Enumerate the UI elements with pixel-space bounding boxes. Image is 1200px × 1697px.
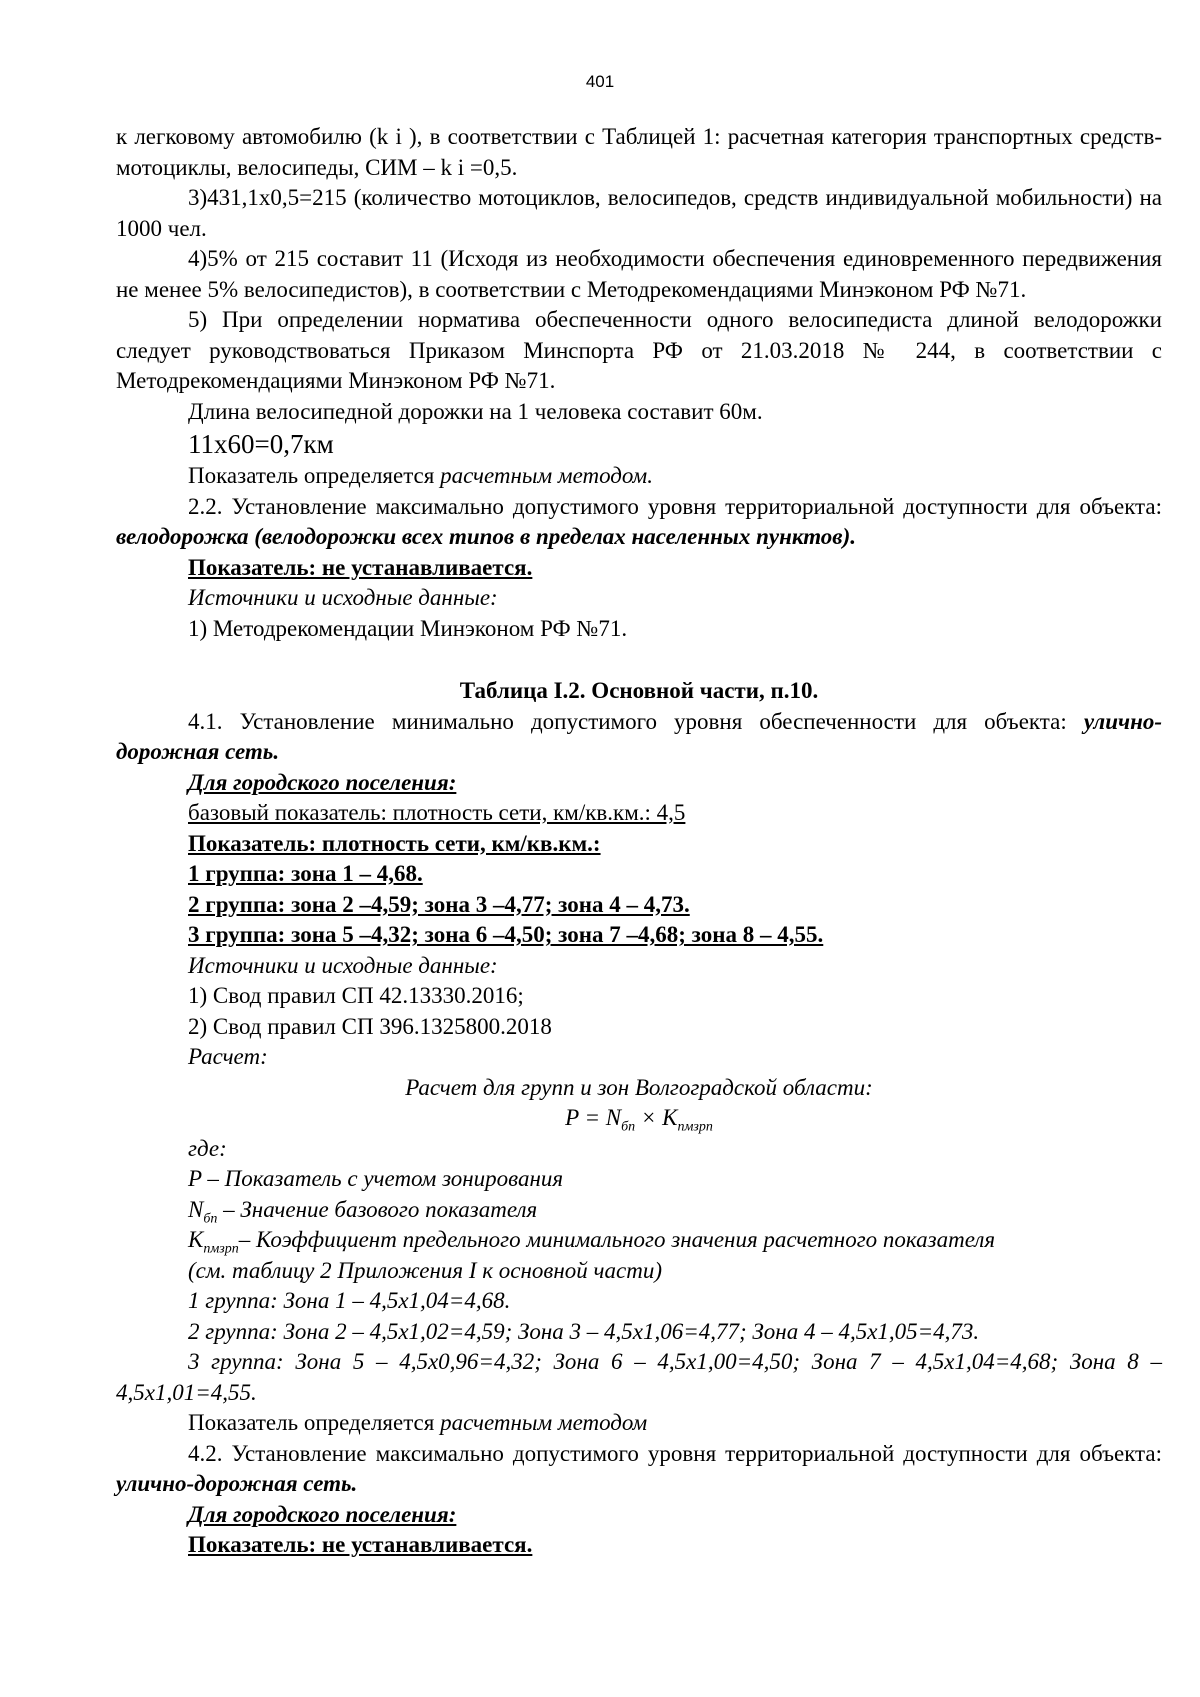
method-note-2-text: Показатель определяется: [188, 1410, 441, 1435]
urban-settlement-heading-2: Для городского поселения:: [188, 1501, 457, 1527]
calc-group-3: 3 группа: Зона 5 – 4,5х0,96=4,32; Зона 6 – 4,5х1,00=4,50; Зона 7 – 4,5х1,04=4,68; Зона 8 – 4,5х1,01=4,55.: [116, 1349, 1162, 1405]
group-3-values: 3 группа: зона 5 –4,32; зона 6 –4,50; зона 7 –4,68; зона 8 – 4,55.: [188, 922, 824, 947]
base-indicator: базовый показатель: плотность сети, км/кв.км.: 4,5: [188, 800, 686, 825]
method-note-2-emphasis: расчетным методом: [440, 1410, 648, 1435]
table-heading: Таблица I.2. Основной части, п.10.: [459, 678, 819, 703]
formula-lhs: P = N: [565, 1105, 622, 1130]
formula-sub-bp: бп: [621, 1119, 636, 1135]
definition-p: P – Показатель с учетом зонирования: [188, 1166, 564, 1191]
paragraph-4-2-object: улично-дорожная сеть.: [116, 1471, 358, 1496]
page-content: [116, 122, 1162, 1561]
source-item-1: 1) Методрекомендации Минэконом РФ №71.: [188, 615, 628, 641]
page-number: 401: [585, 72, 615, 91]
calculation-title: Расчет для групп и зон Волгоградской области:: [405, 1074, 873, 1100]
method-note-emphasis: расчетным методом.: [440, 463, 653, 488]
paragraph-2-2-text: 2.2. Установление максимально допустимого уровня территориальной доступности для объекта:: [188, 493, 1162, 519]
paragraph-4-1-object: улично-дорожная сеть.: [116, 708, 1162, 764]
method-note-text: Показатель определяется: [188, 463, 441, 488]
formula-sub-pmzrp: пмзрп: [677, 1119, 713, 1135]
main-formula: [116, 1103, 1162, 1134]
calc-group-1: 1 группа: Зона 1 – 4,5х1,04=4,68.: [188, 1288, 511, 1313]
group-2-values: 2 группа: зона 2 –4,59; зона 3 –4,77; зона 4 – 4,73.: [188, 891, 690, 917]
indicator-not-set-2: Показатель: не устанавливается.: [188, 1532, 533, 1557]
sources-heading-2: Источники и исходные данные:: [188, 952, 498, 978]
indicator-not-set: Показатель: не устанавливается.: [188, 554, 533, 580]
calc-group-2: 2 группа: Зона 2 – 4,5х1,02=4,59; Зона 3 – 4,5х1,06=4,77; Зона 4 – 4,5х1,05=4,73.: [188, 1318, 980, 1344]
formula-lane-total: 11х60=0,7км: [188, 429, 334, 459]
definition-n: [116, 1195, 1162, 1226]
formula-mid: × K: [635, 1105, 678, 1130]
source-item-sp396: 2) Свод правил СП 396.1325800.2018: [188, 1013, 552, 1039]
where-label: где:: [188, 1135, 227, 1161]
spacer: [116, 644, 1162, 676]
urban-settlement-heading: Для городского поселения:: [188, 769, 457, 795]
source-item-sp42: 1) Свод правил СП 42.13330.2016;: [188, 983, 524, 1008]
definition-k-text: – Коэффициент предельного минимального значения расчетного показателя: [238, 1227, 996, 1252]
calculation-label: Расчет:: [188, 1044, 268, 1069]
paragraph-4-2-text: 4.2. Установление максимально допустимого уровня территориальной доступности для объекта:: [188, 1440, 1162, 1466]
paragraph-lane-length: Длина велосипедной дорожки на 1 человека составит 60м.: [188, 398, 763, 424]
definition-k-symbol: K: [188, 1227, 204, 1252]
definition-n-sub: бп: [203, 1211, 218, 1227]
paragraph-vehicle-category: к легковому автомобилю (k i ), в соответствии с Таблицей 1: расчетная категория транспортных средств-мотоциклы, велосипеды, СИМ – k i =0,5.: [116, 124, 1162, 180]
paragraph-4-2: [116, 1439, 1162, 1500]
definition-k-sub: пмзрп: [203, 1241, 239, 1257]
paragraph-calc-5: 5) При определении норматива обеспеченности одного велосипедиста длиной велодорожки следует руководствоваться Приказом Минспорта РФ от 21.03.2018 № 244, в соответствии с Методрекомендациями Минэконом РФ №71.: [116, 307, 1162, 393]
sources-heading: Источники и исходные данные:: [188, 585, 498, 610]
paragraph-method-note: [116, 461, 1162, 492]
method-note-2: [116, 1408, 1162, 1439]
paragraph-4-1-text: 4.1. Установление минимально допустимого уровня обеспеченности для объекта:: [188, 708, 1084, 734]
definition-reference: (см. таблицу 2 Приложения I к основной части): [188, 1257, 662, 1283]
indicator-heading: Показатель: плотность сети, км/кв.км.:: [188, 830, 601, 856]
paragraph-2-2: [116, 492, 1162, 553]
paragraph-2-2-object: велодорожка (велодорожки всех типов в пределах населенных пунктов).: [116, 524, 856, 549]
group-1-values: 1 группа: зона 1 – 4,68.: [188, 861, 423, 886]
definition-n-text: – Значение базового показателя: [217, 1196, 538, 1222]
definition-k: [116, 1225, 1162, 1256]
paragraph-4-1: [116, 707, 1162, 768]
paragraph-calc-4: 4)5% от 215 составит 11 (Исходя из необходимости обеспечения единовременного передвижения не менее 5% велосипедистов), в соответствии с Методрекомендациями Минэконом РФ №71.: [116, 246, 1162, 302]
definition-n-symbol: N: [188, 1196, 204, 1222]
paragraph-calc-3: 3)431,1х0,5=215 (количество мотоциклов, велосипедов, средств индивидуальной мобильности) на 1000 чел.: [116, 185, 1162, 241]
